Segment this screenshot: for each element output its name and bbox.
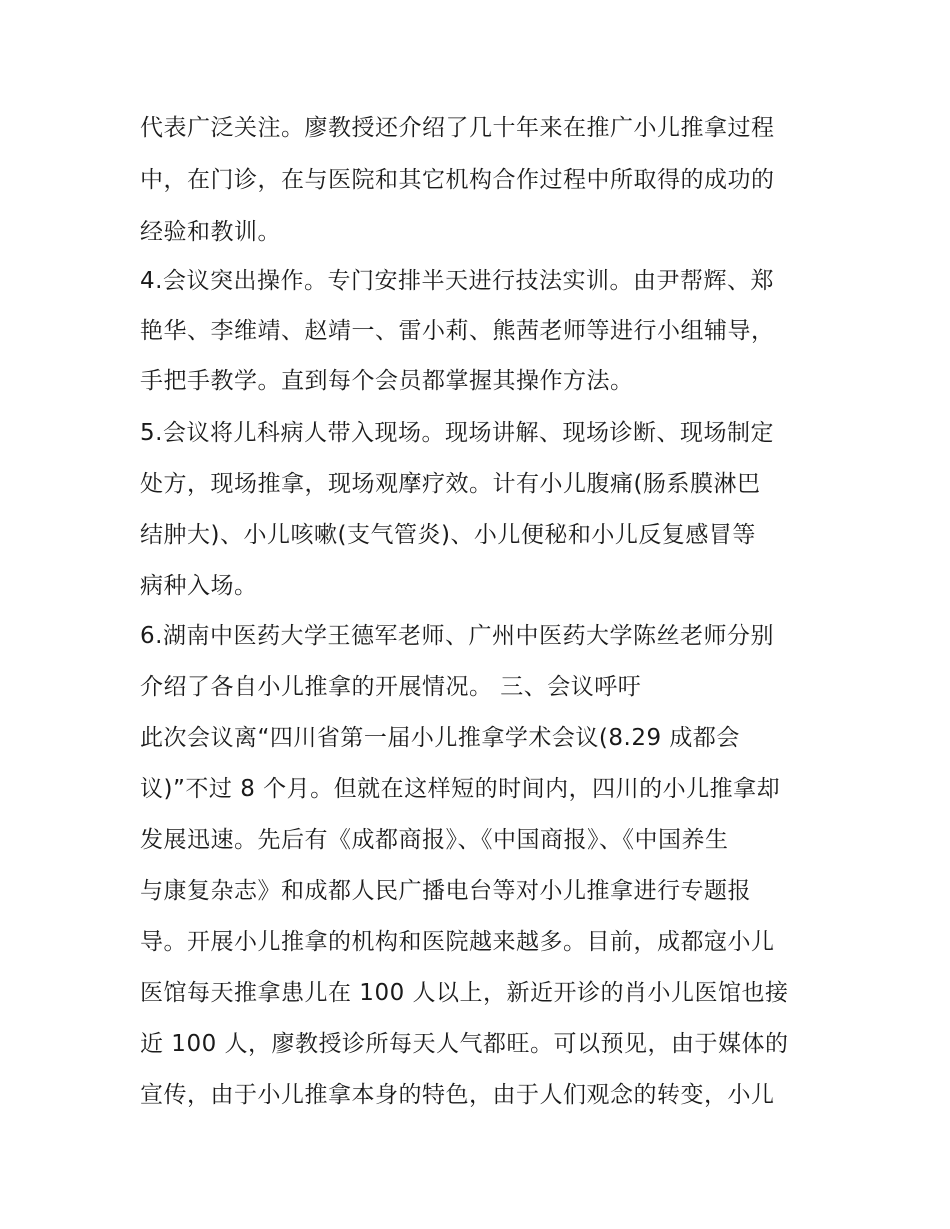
text-line: 结肿大)、小儿咳嗽(支气管炎)、小儿便秘和小儿反复感冒等 bbox=[140, 522, 756, 548]
text-line: 议)”不过 8 个月。但就在这样短的时间内，四川的小儿推拿却 bbox=[140, 776, 781, 802]
text-line: 5.会议将儿科病人带入现场。现场讲解、现场诊断、现场制定 bbox=[140, 420, 774, 446]
text-line: 此次会议离“四川省第一届小儿推拿学术会议(8.29 成都会 bbox=[140, 725, 740, 751]
text-line: 处方，现场推拿，现场观摩疗效。计有小儿腹痛(肠系膜淋巴 bbox=[140, 471, 761, 497]
text-line: 手把手教学。直到每个会员都掌握其操作方法。 bbox=[140, 368, 634, 394]
text-line: 导。开展小儿推拿的机构和医院越来越多。目前，成都寇小儿 bbox=[140, 929, 775, 955]
text-line: 宣传，由于小儿推拿本身的特色，由于人们观念的转变，小儿 bbox=[140, 1082, 775, 1108]
text-line: 中，在门诊，在与医院和其它机构合作过程中所取得的成功的 bbox=[140, 167, 775, 193]
text-line: 代表广泛关注。廖教授还介绍了几十年来在推广小儿推拿过程 bbox=[140, 115, 775, 141]
text-line: 医馆每天推拿患儿在 100 人以上，新近开诊的肖小儿医馆也接 bbox=[140, 980, 789, 1006]
text-line: 近 100 人，廖教授诊所每天人气都旺。可以预见，由于媒体的 bbox=[140, 1031, 789, 1057]
text-line: 6.湖南中医药大学王德军老师、广州中医药大学陈丝老师分别 bbox=[140, 623, 774, 649]
text-line: 病种入场。 bbox=[140, 573, 258, 599]
text-line: 经验和教训。 bbox=[140, 219, 281, 245]
text-line: 4.会议突出操作。专门安排半天进行技法实训。由尹帮辉、郑 bbox=[140, 268, 774, 294]
text-line: 介绍了各自小儿推拿的开展情况。 三、会议呼吁 bbox=[140, 674, 642, 700]
text-line: 与康复杂志》和成都人民广播电台等对小儿推拿进行专题报 bbox=[140, 878, 751, 904]
text-line: 艳华、李维靖、赵靖一、雷小莉、熊茜老师等进行小组辅导， bbox=[140, 318, 775, 344]
text-line: 发展迅速。先后有《成都商报》、《中国商报》、《中国养生 bbox=[140, 827, 729, 853]
